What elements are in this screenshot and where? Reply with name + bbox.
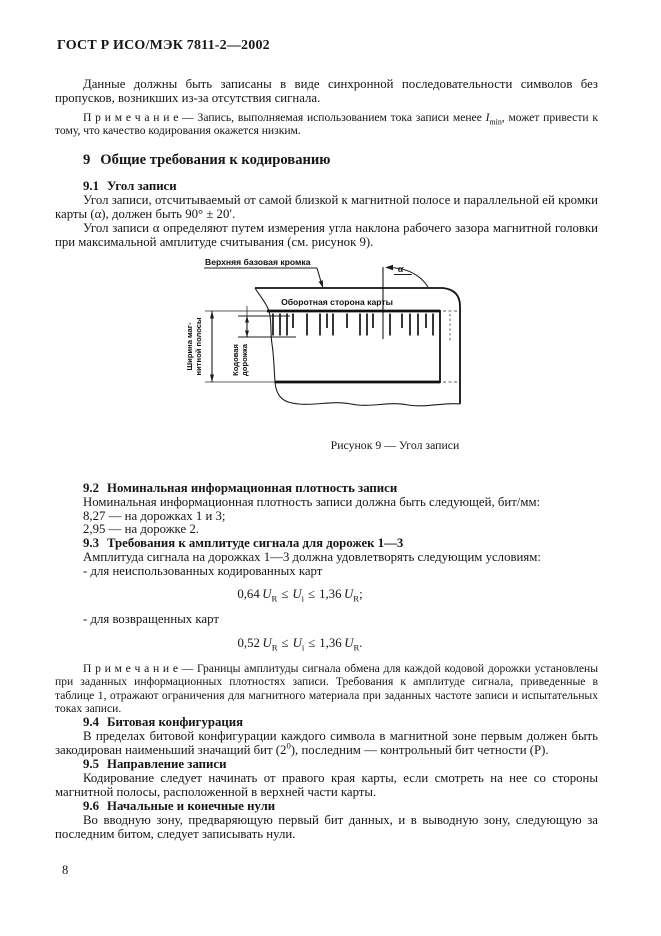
paragraph-leading-trailing-zeros: Во вводную зону, предваряющую первый бит данных, и в выводную зону, следующую за последним битом, следует записывать нули. — [55, 812, 598, 841]
density-item-track-2: 2,95 — на дорожке 2. — [83, 522, 199, 537]
formula-unused-cards: 0,64 $U_R \le U_i \le 1,36$ $U_R$; — [237, 587, 363, 604]
label-code-track-2: дорожка — [240, 344, 249, 377]
section-9-3-heading: 9.3 Требования к амплитуде сигнала для дорожек 1—3 — [83, 536, 404, 551]
label-stripe-width-1: Ширина маг- — [185, 322, 194, 371]
page-number: 8 — [62, 863, 69, 878]
gost-standard-header: ГОСТ Р ИСО/МЭК 7811-2—2002 — [57, 38, 270, 53]
paragraph-bit-configuration: В пределах битовой конфигурации каждого символа в магнитной зоне первым должен быть закодирован наименьший значащий бит $(2^0)$, последним — контрольный бит четности (Р). — [55, 728, 598, 757]
note-amplitude-limits: П р и м е ч а н и е — Границы амплитуды сигнала обмена для каждой кодовой дорожки установлены при заданных информационных плотностях записи. Требования к амплитуде сигнала, приведенные в таблице 1, отражают ограничения для магнитного материала при заданных частоте записи и испытательных токах записи. — [55, 662, 598, 716]
section-9-4-heading: 9.4 Битовая конфигурация — [83, 715, 244, 730]
paragraph-angle-measurement: Угол записи α определяют путем измерения угла наклона рабочего зазора магнитной головки при максимальной амплитуде считывания (см. рисунок 9). — [55, 220, 598, 249]
label-upper-base-edge: Верхняя базовая кромка — [205, 257, 311, 268]
label-stripe-width-2: нитной полосы — [194, 317, 203, 376]
section-9-1-heading: 9.1 Угол записи — [83, 179, 177, 194]
section-9-5-heading: 9.5 Направление записи — [83, 757, 227, 772]
section-9-heading: 9 Общие требования к кодированию — [83, 152, 331, 169]
note-label: П р и м е ч а н и е — [83, 662, 178, 676]
figure-9 — [150, 254, 598, 453]
formula-returned-cards: 0,52 $U_R \le U_i \le 1,36$ $U_R$. — [237, 636, 363, 653]
recording-angle-diagram — [150, 254, 520, 426]
note-recording-current: П р и м е ч а н и е — Запись, выполняемая использованием тока записи менее $I_{min}$, может привести к тому, что качество кодирования окажется низким. — [55, 110, 599, 137]
paragraph-recording-direction: Кодирование следует начинать от правого края карты, если смотреть на нее со стороны магнитной полосы, расположенной в верхней части карты. — [55, 770, 598, 799]
amplitude-bullet-unused-cards: - для неиспользованных кодированных карт — [83, 563, 323, 578]
note-label: П р и м е ч а н и е — [83, 110, 179, 124]
label-code-track-1: Кодовая — [231, 344, 240, 377]
alpha-symbol: α — [398, 264, 404, 276]
figure-caption: Рисунок 9 — Угол записи — [330, 438, 460, 453]
section-9-6-heading: 9.6 Начальные и конечные нули — [83, 798, 276, 813]
label-card-reverse-side: Оборотная сторона карты — [281, 297, 393, 308]
variable-I: I — [485, 110, 490, 124]
density-lead-line: Номинальная информационная плотность записи должна быть следующей, бит/мм: — [83, 495, 541, 510]
amplitude-bullet-returned-cards: - для возвращенных карт — [83, 612, 219, 627]
paragraph-data-recording: Данные должны быть записаны в виде синхронной последовательности символов без пропусков, возникших из-за отсутствия сигнала. — [55, 77, 598, 105]
leader-arrowhead — [319, 281, 323, 289]
section-9-2-heading: 9.2 Номинальная информационная плотность записи — [83, 481, 398, 496]
amplitude-lead-line: Амплитуда сигнала на дорожках 1—3 должна удовлетворять следующим условиям: — [83, 550, 541, 565]
density-item-tracks-1-3: 8,27 — на дорожках 1 и 3; — [83, 508, 226, 523]
bit-marks — [273, 314, 433, 336]
paragraph-angle-definition: Угол записи, отсчитываемый от самой близкой к магнитной полосе и параллельной ей кромки карты (α), должен быть 90° ± 20′. — [55, 193, 598, 221]
